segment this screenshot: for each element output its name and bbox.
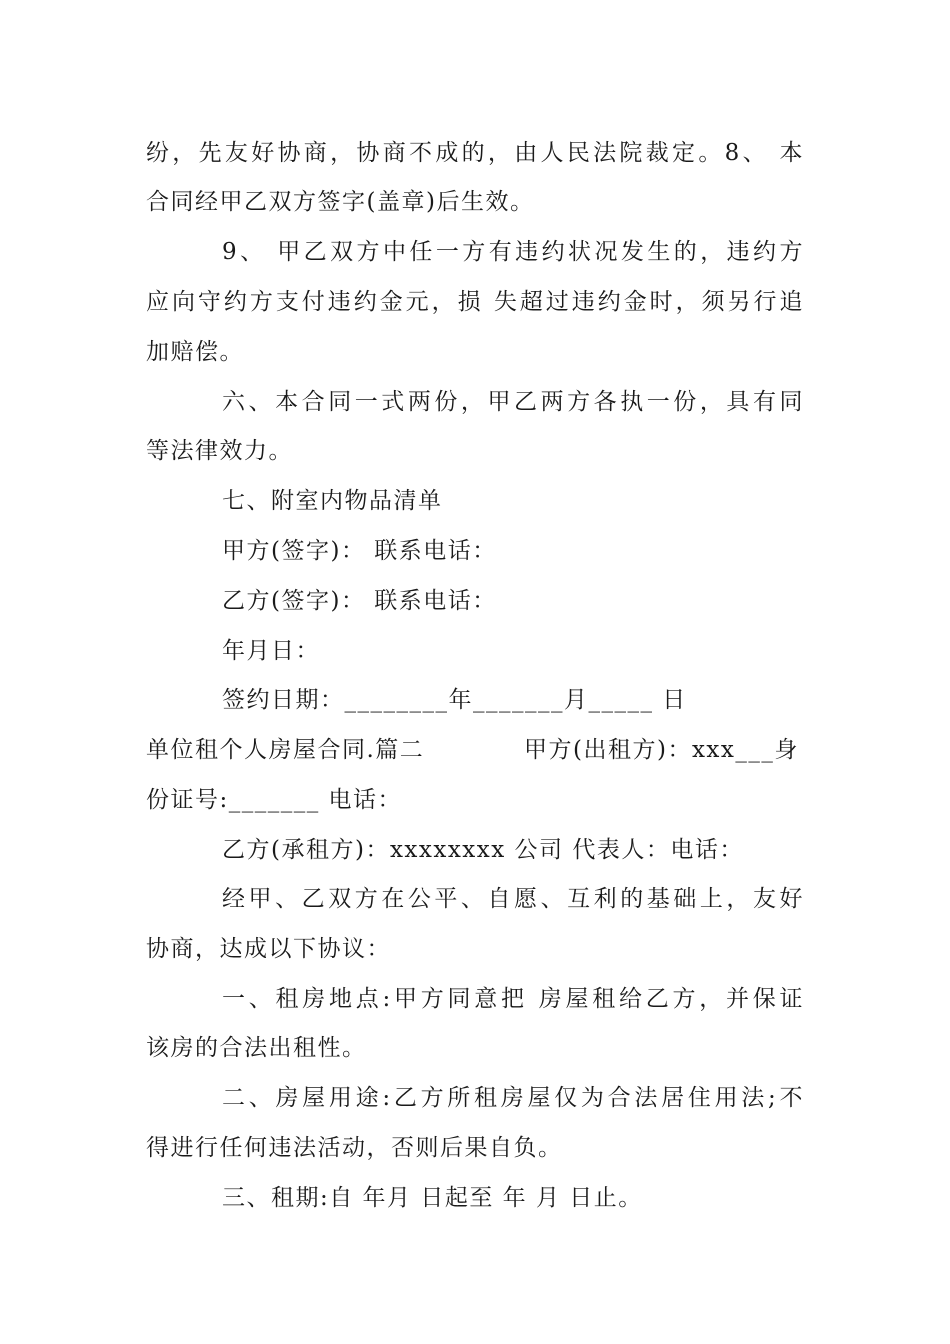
party-b-line: 乙方(承租方)：xxxxxxxx 公司 代表人：电话：	[222, 837, 744, 863]
text-line: 该房的合法出租性。	[146, 1035, 367, 1061]
text-line: 纷，先友好协商，协商不成的，由人民法院裁定。8、 本	[146, 140, 804, 166]
text-line: 加赔偿。	[146, 339, 244, 365]
text-line: 协商，达成以下协议：	[146, 936, 391, 962]
party-a-line: 甲方(出租方)：xxx___身	[524, 737, 799, 763]
signature-line-party-a: 甲方(签字)： 联系电话：	[222, 538, 497, 564]
text-line: 9、 甲乙双方中任一方有违约状况发生的，违约方	[222, 239, 804, 265]
text-line: 份证号:_______ 电话：	[146, 787, 403, 813]
text-line: 应向守约方支付违约金元，损 失超过违约金时，须另行追	[146, 289, 804, 315]
text-line: 得进行任何违法活动，否则后果自负。	[146, 1135, 563, 1161]
signature-line-party-b: 乙方(签字)： 联系电话：	[222, 588, 497, 614]
signing-date-line: 签约日期：________年_______月_____ 日	[222, 687, 687, 713]
date-line: 年月日：	[222, 638, 320, 664]
clause-one: 一、租房地点:甲方同意把 房屋租给乙方，并保证	[222, 986, 804, 1012]
clause-two: 二、房屋用途:乙方所租房屋仅为合法居住用法;不	[222, 1085, 804, 1111]
text-line: 经甲、乙双方在公平、自愿、互利的基础上，友好	[222, 886, 804, 912]
text-line: 合同经甲乙双方签字(盖章)后生效。	[146, 189, 535, 215]
clause-three: 三、租期:自 年月 日起至 年 月 日止。	[222, 1185, 643, 1211]
text-line: 六、本合同一式两份，甲乙两方各执一份，具有同	[222, 389, 804, 415]
section-heading: 七、附室内物品清单	[222, 488, 443, 514]
contract-title: 单位租个人房屋合同.篇二	[146, 737, 425, 763]
text-line: 等法律效力。	[146, 438, 293, 464]
